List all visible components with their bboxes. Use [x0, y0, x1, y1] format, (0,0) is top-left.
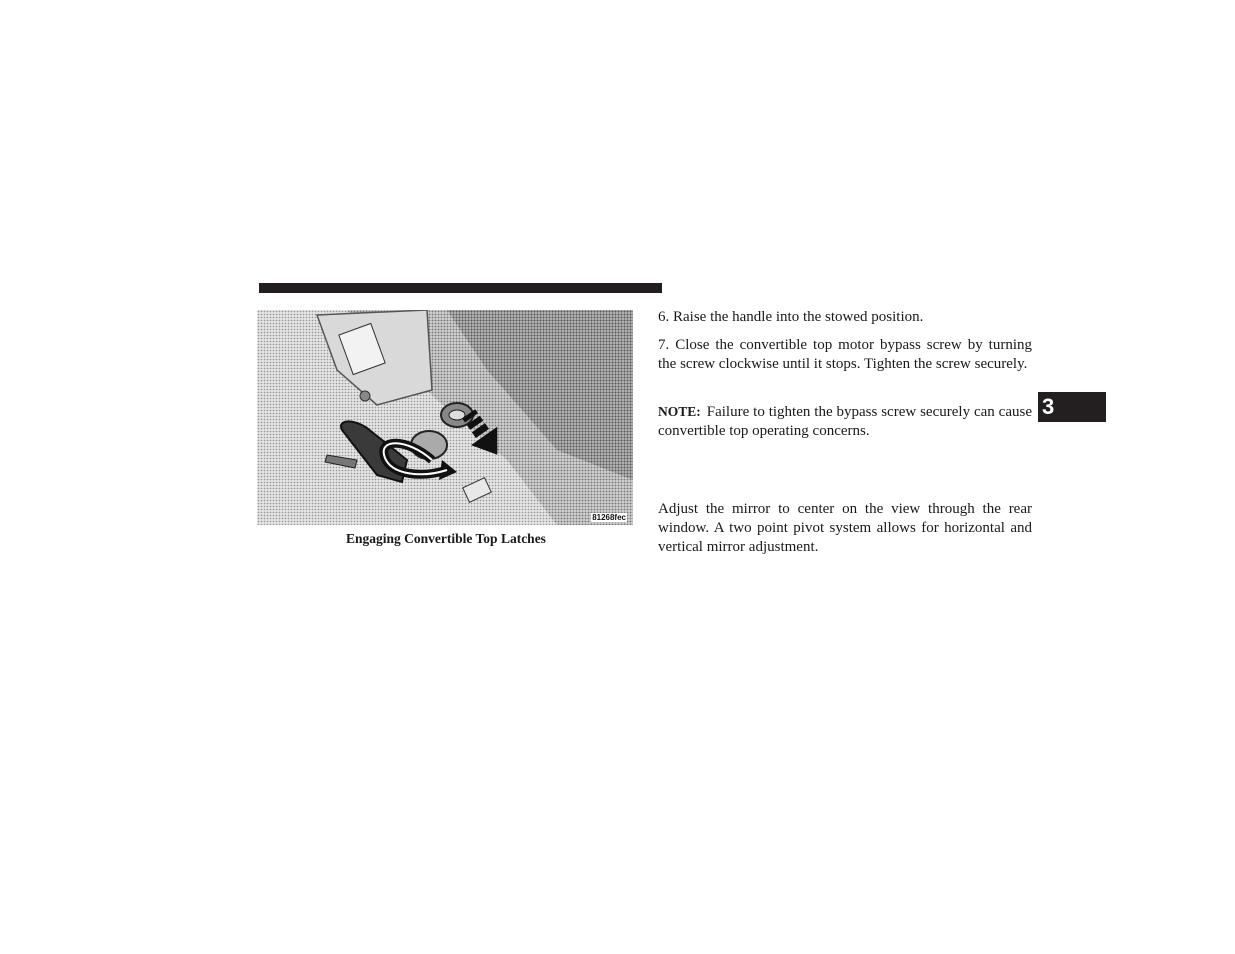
- note-label: NOTE:: [658, 404, 701, 419]
- note-text: Failure to tighten the bypass screw securely can cause convertible top operating concerns.: [658, 404, 1032, 439]
- chapter-tab: [1038, 392, 1106, 422]
- chapter-number: 3: [1042, 394, 1055, 419]
- note-paragraph: [658, 402, 1032, 441]
- step-7-text: 7. Close the convertible top motor bypass screw by turning the screw clockwise until it stops. Tighten the screw securely.: [658, 337, 1032, 372]
- latch-illustration: [257, 310, 633, 525]
- figure-code: 81268fec: [592, 513, 626, 522]
- mirror-paragraph: Adjust the mirror to center on the view through the rear window. A two point pivot system allows for horizontal and vertical mirror adjustment.: [658, 501, 1032, 555]
- section-rule: [259, 283, 662, 293]
- step-6-text: 6. Raise the handle into the stowed position.: [658, 309, 924, 325]
- figure-caption: Engaging Convertible Top Latches: [346, 531, 546, 546]
